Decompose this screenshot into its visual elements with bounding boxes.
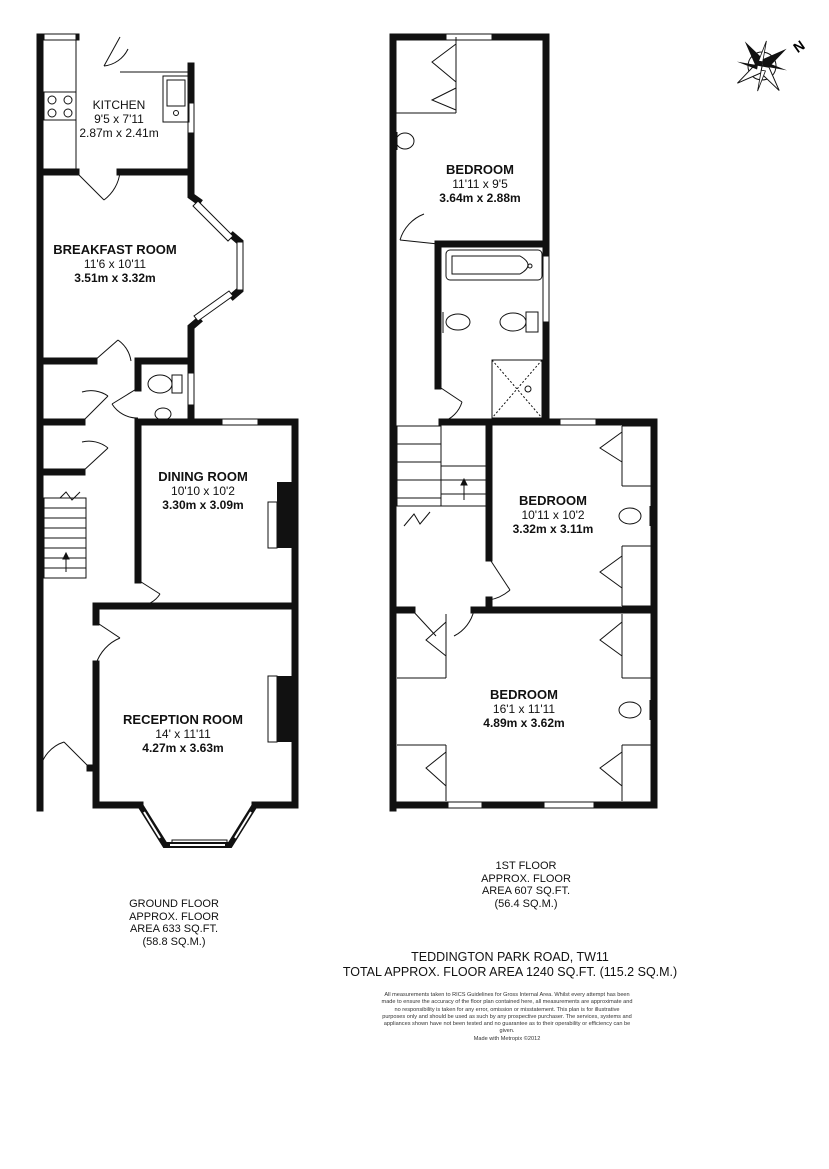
front-bedroom-label — [464, 687, 584, 731]
ground-floor-area — [108, 898, 240, 949]
floor-line: 1ST FLOOR — [495, 860, 557, 872]
floor-line: AREA 607 SQ.FT. — [481, 885, 571, 898]
room-metric: 2.87m x 2.41m — [79, 126, 159, 141]
room-imperial: 16'1 x 11'11 — [492, 702, 556, 717]
room-name: BEDROOM — [519, 493, 587, 508]
room-name: BREAKFAST ROOM — [53, 242, 177, 257]
disclaimer-line: no responsibility is taken for any error, omission or misstatement. This plan is for illustrative — [394, 1006, 620, 1013]
reception-room-label — [108, 712, 258, 756]
property-address: TEDDINGTON PARK ROAD, TW11 — [411, 950, 609, 964]
disclaimer-credit: Made with Metropix ©2012 — [473, 1035, 541, 1042]
room-imperial: 11'6 x 10'11 — [83, 257, 147, 272]
disclaimer-line: made to ensure the accuracy of the floor plan contained here, all measurements are approximate and — [381, 999, 633, 1006]
breakfast-room-label — [40, 242, 190, 286]
dining-room-label — [148, 469, 258, 513]
property-address-block — [300, 950, 720, 981]
room-name: DINING ROOM — [158, 469, 248, 484]
room-metric: 4.89m x 3.62m — [483, 716, 565, 731]
floor-line: AREA 633 SQ.FT. — [129, 923, 219, 936]
room-name: BEDROOM — [490, 687, 558, 702]
kitchen-label — [74, 98, 164, 140]
room-imperial: 11'11 x 9'5 — [452, 177, 508, 192]
floor-line: GROUND FLOOR — [129, 898, 219, 910]
room-imperial: 10'10 x 10'2 — [171, 484, 235, 499]
middle-bedroom-label — [498, 493, 608, 537]
room-metric: 4.27m x 3.63m — [142, 741, 224, 756]
room-metric: 3.32m x 3.11m — [512, 522, 594, 537]
reception-bay-window — [140, 805, 255, 845]
room-imperial: 14' x 11'11 — [155, 727, 211, 742]
room-name: KITCHEN — [92, 98, 146, 112]
rear-bedroom-label — [420, 162, 540, 206]
room-metric: 3.64m x 2.88m — [439, 191, 521, 206]
disclaimer — [352, 992, 662, 1043]
room-name: RECEPTION ROOM — [123, 712, 243, 727]
disclaimer-line: appliances shown have not been tested and no guarantee as to their operability or efficiency can be — [383, 1021, 631, 1028]
disclaimer-line: given. — [499, 1028, 515, 1035]
floor-line: (56.4 SQ.M.) — [494, 897, 558, 910]
disclaimer-line: All measurements taken to RICS Guidelines for Gross Internal Area. Whilst every attempt has been — [384, 992, 630, 998]
ground-floor-stairs — [44, 492, 86, 578]
floor-line: APPROX. FLOOR — [129, 910, 219, 923]
room-name: BEDROOM — [446, 162, 514, 177]
total-floor-area: TOTAL APPROX. FLOOR AREA 1240 SQ.FT. (115.2 SQ.M.) — [342, 965, 678, 980]
room-imperial: 9'5 x 7'11 — [94, 112, 144, 127]
compass-rose-icon — [720, 24, 804, 108]
room-metric: 3.51m x 3.32m — [74, 271, 156, 286]
floor-line: (58.8 SQ.M.) — [142, 935, 206, 948]
disclaimer-line: purposes only and should be used as such by any prospective purchaser. The services, systems and — [382, 1013, 632, 1020]
room-metric: 3.30m x 3.09m — [162, 498, 244, 513]
first-floor-area — [460, 860, 592, 911]
ground-floor-doors — [40, 340, 277, 770]
compass-north-letter: N — [790, 36, 808, 56]
room-imperial: 10'11 x 10'2 — [521, 508, 585, 523]
floor-line: APPROX. FLOOR — [481, 872, 571, 885]
